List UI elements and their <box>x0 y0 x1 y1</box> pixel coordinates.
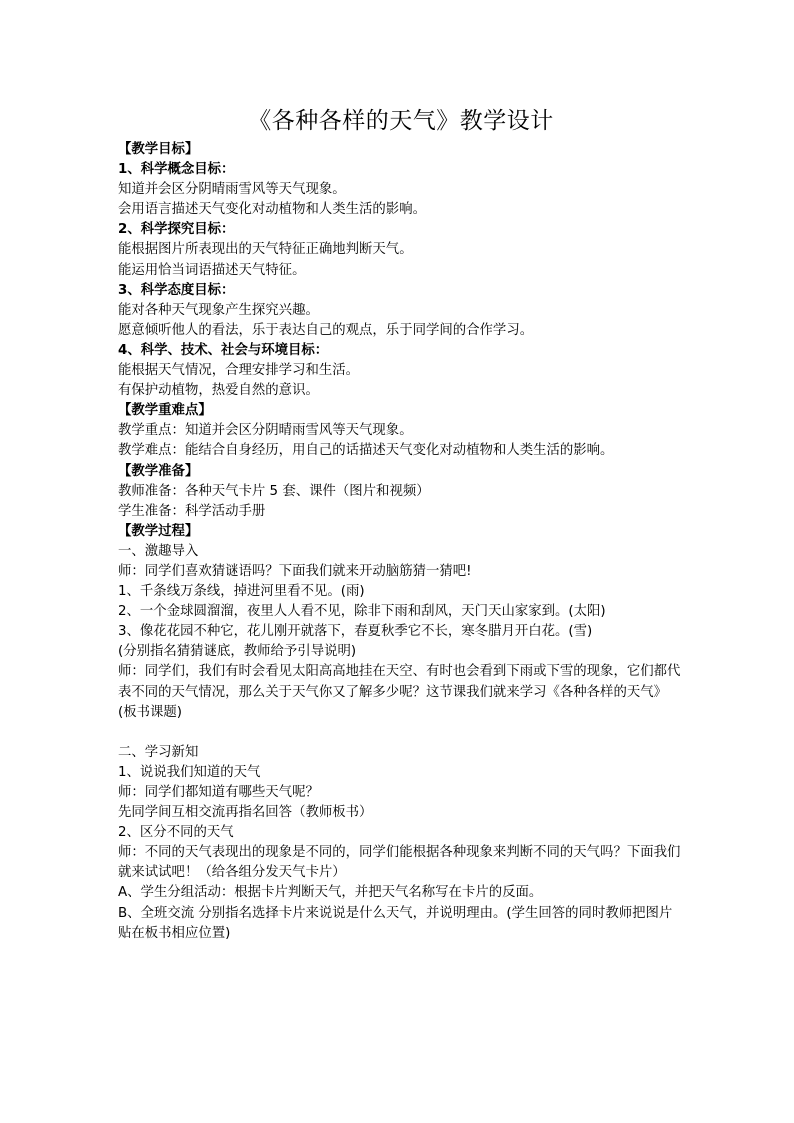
paragraph-line: 师：同学们，我们有时会看见太阳高高地挂在天空、有时也会看到下雨或下雪的现象，它们都代表不同的天气情况，那么关于天气你又了解多少呢？这节课我们就来学习《各种各样的天气》(板书课题) <box>118 664 681 720</box>
paragraph-line: 教学难点：能结合自身经历，用自己的话描述天气变化对动植物和人类生活的影响。 <box>118 443 614 459</box>
paragraph-line: 1、说说我们知道的天气 <box>118 764 261 780</box>
subsection-heading: 4、科学、技术、社会与环境目标： <box>118 342 329 358</box>
paragraph-line: 3、像花花园不种它，花儿刚开就落下，春夏秋季它不长，寒冬腊月开白花。(雪) <box>118 624 593 640</box>
paragraph-line: 一、激趣导入 <box>118 543 199 559</box>
paragraph-line: 2、一个金球圆溜溜，夜里人人看不见，除非下雨和刮风，天门天山家家到。(太阳) <box>118 604 606 620</box>
paragraph-line: 能对各种天气现象产生探究兴趣。 <box>118 302 319 318</box>
paragraph-line: 1、千条线万条线，掉进河里看不见。(雨) <box>118 584 365 600</box>
paragraph-line: 教学重点：知道并会区分阴晴雨雪风等天气现象。 <box>118 423 413 439</box>
paragraph-line: 学生准备：科学活动手册 <box>118 503 266 519</box>
paragraph-line: B、全班交流 分别指名选择卡片来说说是什么天气，并说明理由。(学生回答的同时教师把图片贴在板书相应位置) <box>118 905 673 941</box>
document-page <box>118 104 684 944</box>
paragraph-line: 能根据天气情况，合理安排学习和生活。 <box>118 363 360 379</box>
paragraph-line: 师：同学们都知道有哪些天气呢？ <box>118 785 319 800</box>
paragraph-line: 师：不同的天气表现出的现象是不同的，同学们能根据各种现象来判断不同的天气吗？下面我们就来试试吧！（给各组分发天气卡片） <box>118 845 681 881</box>
paragraph-line: 二、学习新知 <box>118 744 199 760</box>
paragraph-line: 教师准备：各种天气卡片 5 套、课件（图片和视频） <box>118 483 430 499</box>
subsection-heading: 3、科学态度目标： <box>118 282 235 298</box>
paragraph-line: 知道并会区分阴晴雨雪风等天气现象。 <box>118 182 346 198</box>
paragraph-line: A、学生分组活动：根据卡片判断天气，并把天气名称写在卡片的反面。 <box>118 885 543 901</box>
paragraph-line: (分别指名猜猜谜底，教师给予引导说明) <box>118 644 357 660</box>
document-title: 《各种各样的天气》教学设计 <box>248 108 554 134</box>
paragraph-line: 先同学间互相交流再指名回答（教师板书） <box>118 805 373 821</box>
subsection-heading: 1、科学概念目标： <box>118 162 235 178</box>
paragraph-line: 会用语言描述天气变化对动植物和人类生活的影响。 <box>118 202 426 218</box>
paragraph-line: 师：同学们喜欢猜谜语吗？下面我们就来开动脑筋猜一猜吧! <box>118 563 472 579</box>
subsection-heading: 2、科学探究目标： <box>118 222 235 238</box>
paragraph-line: 能根据图片所表现出的天气特征正确地判断天气。 <box>118 242 413 258</box>
blank-line <box>118 723 684 743</box>
section-heading: 【教学目标】 <box>118 142 199 157</box>
section-heading: 【教学过程】 <box>118 523 199 539</box>
paragraph-line: 2、区分不同的天气 <box>118 825 234 841</box>
section-heading: 【教学重难点】 <box>118 403 212 419</box>
section-heading: 【教学准备】 <box>118 463 199 479</box>
paragraph-line: 能运用恰当词语描述天气特征。 <box>118 262 306 278</box>
paragraph-line: 愿意倾听他人的看法，乐于表达自己的观点，乐于同学间的合作学习。 <box>118 322 534 338</box>
paragraph-line: 有保护动植物，热爱自然的意识。 <box>118 383 319 399</box>
document-body <box>118 140 684 944</box>
